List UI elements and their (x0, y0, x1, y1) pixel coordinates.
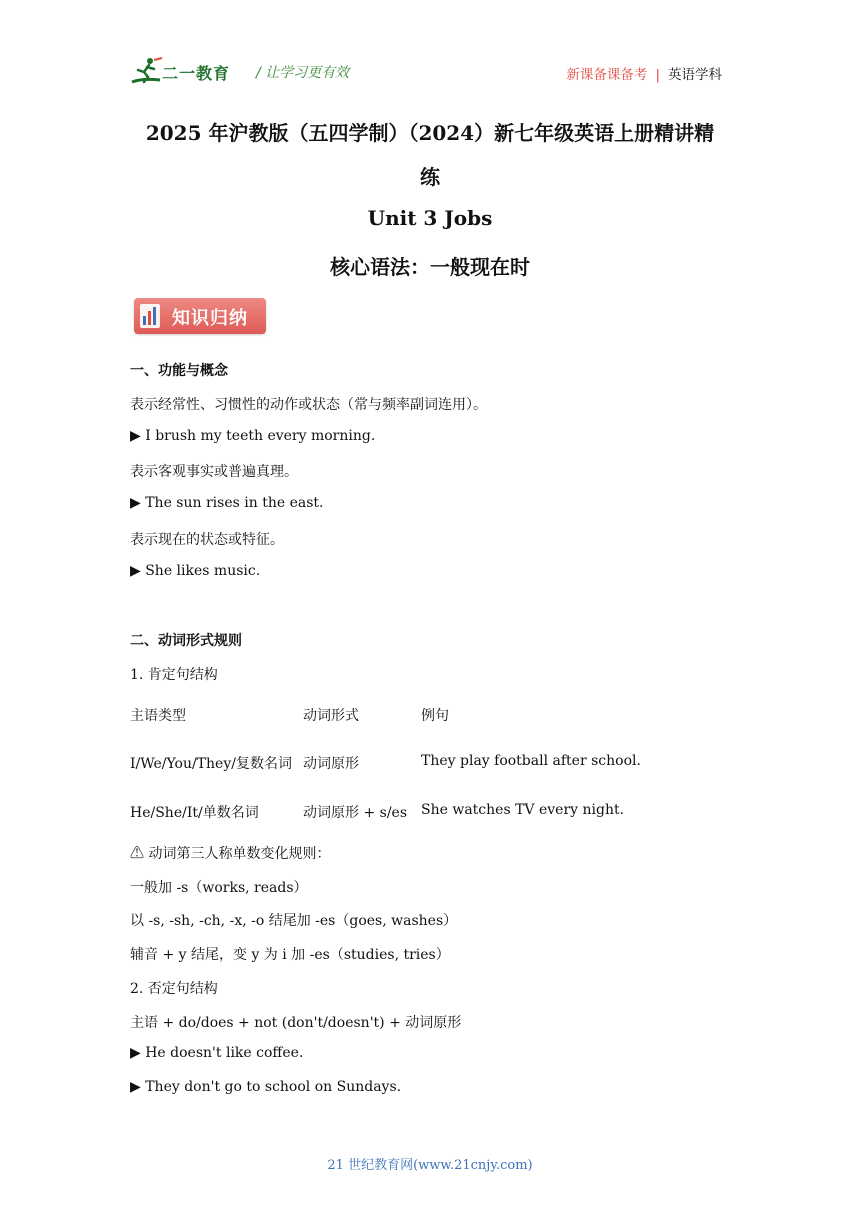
negative-formula: 主语 + do/does + not (don't/doesn't) + 动词原形 (130, 1015, 462, 1031)
negative-example: ▶ He doesn't like coffee. (130, 1045, 304, 1061)
book-chart-icon (139, 302, 161, 330)
table-cell: 动词原形 + s/es (303, 805, 408, 821)
section1-example: ▶ I brush my teeth every morning. (130, 428, 376, 444)
section1-heading: 一、功能与概念 (130, 363, 228, 379)
negative-example: ▶ They don't go to school on Sundays. (130, 1079, 402, 1095)
section1-item: 表示客观事实或普遍真理。 (130, 464, 298, 480)
section1-item: 表示经常性、习惯性的动作或状态（常与频率副词连用）。 (130, 397, 487, 413)
table-cell: He/She/It/单数名词 (130, 805, 259, 821)
table-cell: They play football after school. (421, 753, 641, 769)
warning-note: ⚠ 动词第三人称单数变化规则： (130, 846, 331, 862)
section1-item: 表示现在的状态或特征。 (130, 532, 284, 548)
footer-link[interactable]: 21 世纪教育网(www.21cnjy.com) (327, 1158, 533, 1173)
logo (130, 56, 242, 88)
affirmative-subheading: 1. 肯定句结构 (130, 667, 218, 683)
header-label: 新课备课备考 (566, 67, 648, 83)
runner-icon (130, 56, 164, 88)
logo-text: 二一教育 (162, 64, 231, 83)
header-subject: 英语学科 (668, 67, 722, 83)
knowledge-badge (134, 298, 266, 334)
section1-example: ▶ The sun rises in the east. (130, 495, 324, 511)
doc-title-line1: 2025 年沪教版（五四学制）（2024）新七年级英语上册精讲精 (145, 121, 715, 145)
unit-title: Unit 3 Jobs (367, 206, 493, 230)
table-header-example: 例句 (421, 708, 449, 724)
rule-item: 辅音 + y 结尾，变 y 为 i 加 -es（studies, tries） (130, 947, 450, 963)
table-header-verb: 动词形式 (303, 708, 359, 724)
section1-example: ▶ She likes music. (130, 563, 261, 579)
rule-item: 一般加 -s（works, reads） (130, 880, 308, 896)
header-right (566, 63, 722, 83)
table-cell: 动词原形 (303, 756, 359, 772)
topic-title: 核心语法：一般现在时 (330, 255, 530, 279)
section2-heading: 二、动词形式规则 (130, 633, 242, 649)
doc-title-line2: 练 (420, 165, 440, 189)
rule-item: 以 -s, -sh, -ch, -x, -o 结尾加 -es（goes, washes） (130, 913, 458, 929)
badge-label: 知识归纳 (172, 308, 248, 329)
table-header-subject: 主语类型 (130, 708, 186, 724)
table-cell: I/We/You/They/复数名词 (130, 756, 292, 772)
table-cell: She watches TV every night. (421, 802, 625, 818)
slogan: / 让学习更有效 (256, 65, 350, 81)
header-separator: | (655, 67, 660, 83)
negative-subheading: 2. 否定句结构 (130, 981, 218, 997)
